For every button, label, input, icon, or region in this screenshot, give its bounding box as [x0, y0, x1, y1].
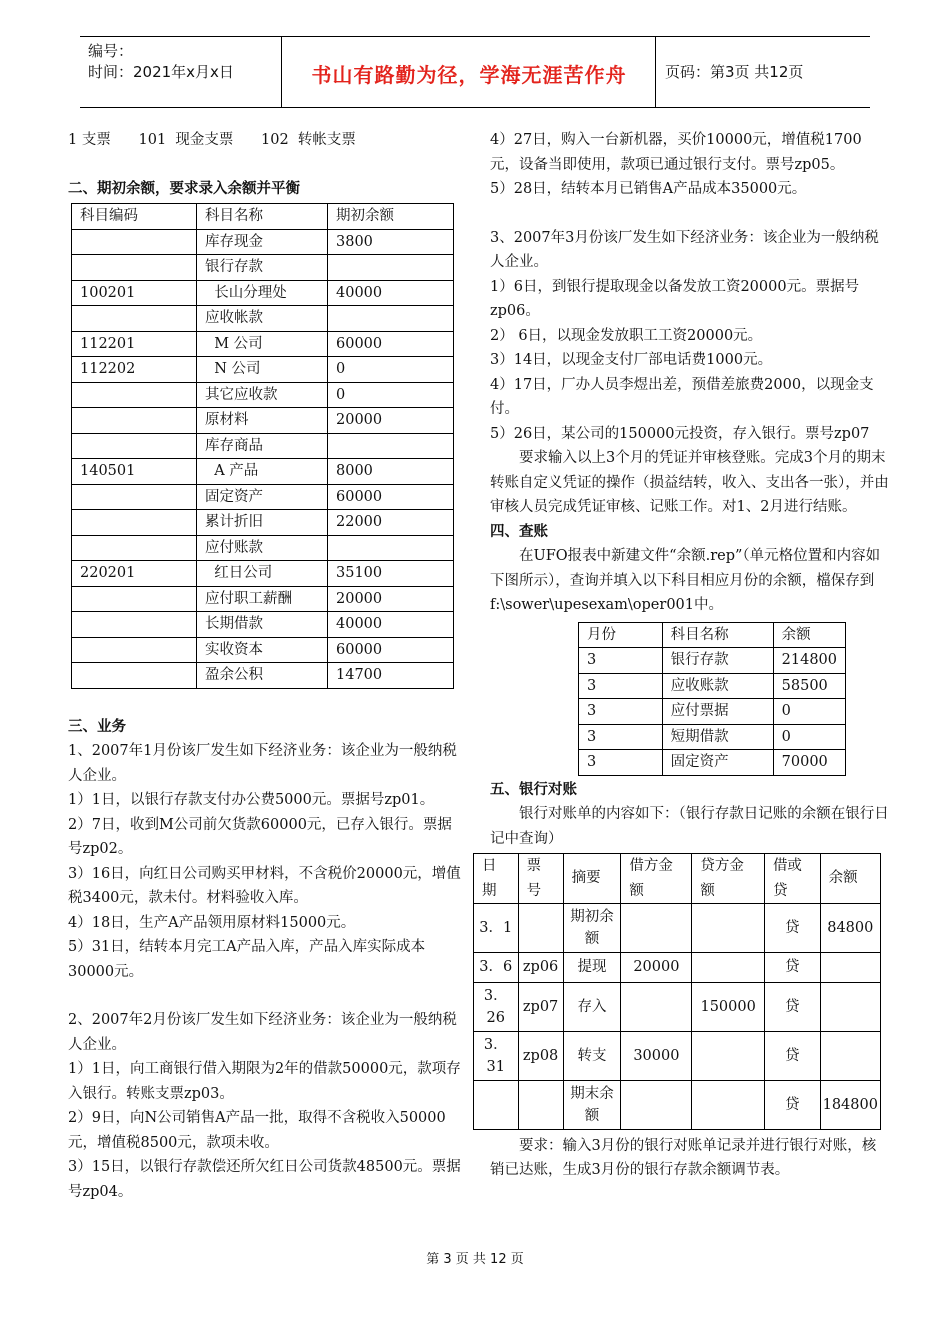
transaction-item: 5）31日，结转本月完工A产品入库，产品入库实际成本30000元。	[68, 939, 426, 980]
table-cell: 固定资产	[197, 484, 328, 510]
table-header-row	[474, 854, 881, 904]
table-row	[474, 953, 881, 983]
transaction-item: 5）28日，结转本月已销售A产品成本35000元。	[490, 181, 807, 197]
table-row	[72, 306, 454, 332]
transaction-item: 3）16日，向红日公司购买甲材料，不含税价20000元，增值税3400元，款未付。材料验收入库。	[68, 865, 461, 906]
table-row	[579, 648, 846, 674]
table-cell: 60000	[328, 331, 454, 357]
table-cell: 贷	[764, 982, 820, 1031]
column-header: 月份	[579, 622, 663, 648]
table-row	[72, 561, 454, 587]
table-cell	[72, 484, 197, 510]
opening-balance-table	[71, 203, 454, 689]
table-cell: 70000	[773, 750, 845, 776]
table-cell: 存入	[563, 982, 621, 1031]
header-meta	[88, 41, 234, 83]
table-cell	[328, 255, 454, 281]
table-cell: 应付账款	[197, 535, 328, 561]
transaction-item: 1）6日，到银行提取现金以备发放工资20000元。票据号zp06。	[490, 278, 860, 319]
table-cell	[72, 229, 197, 255]
table-cell: 140501	[72, 459, 197, 485]
table-cell: 长期借款	[197, 612, 328, 638]
section-4-text: 在UFO报表中新建文件“余额.rep”（单元格位置和内容如下图所示），查询并填入以下科目相应月份的余额，檔保存到f:\sower\upesexam\oper001中。	[490, 548, 881, 613]
table-cell: 0	[773, 724, 845, 750]
table-cell	[328, 306, 454, 332]
table-cell	[518, 1080, 563, 1129]
table-cell	[820, 982, 880, 1031]
table-cell	[621, 982, 692, 1031]
table-cell	[72, 408, 197, 434]
table-cell: 22000	[328, 510, 454, 536]
table-cell: N 公司	[197, 357, 328, 383]
table-cell: 3	[579, 673, 663, 699]
header-motto: 书山有路勤为径，学海无涯苦作舟	[311, 63, 627, 87]
table-cell	[621, 904, 692, 953]
table-cell: 112201	[72, 331, 197, 357]
column-header: 期初余额	[328, 204, 454, 230]
table-cell	[72, 586, 197, 612]
table-cell: 银行存款	[662, 648, 773, 674]
number-label: 编号：	[88, 42, 134, 60]
table-cell: 35100	[328, 561, 454, 587]
table-cell: 库存商品	[197, 433, 328, 459]
table-row	[72, 280, 454, 306]
jan-intro: 1、2007年1月份该厂发生如下经济业务：该企业为一般纳税人企业。	[68, 743, 457, 784]
table-cell: 14700	[328, 663, 454, 689]
table-row	[72, 331, 454, 357]
mar-transactions	[490, 275, 890, 447]
table-cell: 固定资产	[662, 750, 773, 776]
column-header: 余额	[773, 622, 845, 648]
table-cell: 150000	[692, 982, 765, 1031]
table-cell: A 产品	[197, 459, 328, 485]
table-row	[72, 433, 454, 459]
column-header: 摘要	[563, 854, 621, 904]
section-2-title: 二、期初余额，要求录入余额并平衡	[68, 180, 300, 197]
table-header-row	[72, 204, 454, 230]
table-cell: 8000	[328, 459, 454, 485]
table-cell: 3．1	[474, 904, 519, 953]
table-cell: 3．31	[474, 1031, 519, 1080]
table-cell: 长山分理处	[197, 280, 328, 306]
table-cell: 184800	[820, 1080, 880, 1129]
table-cell: 20000	[328, 586, 454, 612]
table-cell	[621, 1080, 692, 1129]
table-cell: 短期借款	[662, 724, 773, 750]
table-row	[72, 357, 454, 383]
table-cell	[692, 1031, 765, 1080]
table-row	[579, 699, 846, 725]
column-header: 票号	[518, 854, 563, 904]
jan-transactions	[68, 788, 463, 984]
table-cell	[72, 637, 197, 663]
transaction-item: 3）15日，以银行存款偿还所欠红日公司货款48500元。票据号zp04。	[68, 1159, 461, 1200]
table-cell	[72, 433, 197, 459]
table-row	[72, 408, 454, 434]
page-footer: 第 3 页 共 12 页	[426, 1252, 524, 1267]
table-cell	[72, 612, 197, 638]
table-cell: 3．26	[474, 982, 519, 1031]
requirement-text: 要求输入以上3个月的凭证并审核登账。完成3个月的期末转账自定义凭证的操作（损益结转，收入、支出各一张），并由审核人员完成凭证审核、记账工作。对1、2月进行结账。	[490, 450, 889, 515]
table-cell	[72, 382, 197, 408]
transaction-item: 4）18日，生产A产品领用原材料15000元。	[68, 914, 356, 931]
column-header: 科目编码	[72, 204, 197, 230]
table-cell: 实收资本	[197, 637, 328, 663]
header-page-number: 页码：第3页 共12页	[665, 63, 804, 81]
right-column	[479, 128, 890, 1183]
cheque-types: 1 支票 101 现金支票 102 转帐支票	[68, 132, 356, 148]
table-cell: 应付职工薪酬	[197, 586, 328, 612]
table-row	[474, 982, 881, 1031]
table-cell: 3	[579, 699, 663, 725]
table-cell	[328, 535, 454, 561]
time-label: 时间：2021年x月x日	[88, 63, 234, 81]
table-cell: zp08	[518, 1031, 563, 1080]
table-cell	[692, 1080, 765, 1129]
table-cell: 其它应收款	[197, 382, 328, 408]
table-cell: 库存现金	[197, 229, 328, 255]
table-row	[72, 637, 454, 663]
table-cell: 红日公司	[197, 561, 328, 587]
table-row	[72, 255, 454, 281]
table-cell: 0	[328, 382, 454, 408]
table-cell	[72, 510, 197, 536]
table-cell: 盈余公积	[197, 663, 328, 689]
table-cell: 40000	[328, 612, 454, 638]
query-balance-table	[578, 622, 846, 776]
section-3-title: 三、业务	[68, 718, 126, 735]
table-row	[72, 586, 454, 612]
table-cell: 贷	[764, 1080, 820, 1129]
table-cell: 期初余额	[563, 904, 621, 953]
table-cell: 贷	[764, 953, 820, 983]
table-cell: 100201	[72, 280, 197, 306]
table-cell: 40000	[328, 280, 454, 306]
column-header: 科目名称	[662, 622, 773, 648]
table-row	[579, 750, 846, 776]
table-cell: 20000	[621, 953, 692, 983]
table-cell	[692, 953, 765, 983]
table-cell: 应收帐款	[197, 306, 328, 332]
table-cell: 30000	[621, 1031, 692, 1080]
bank-statement-table	[473, 853, 881, 1130]
table-row	[72, 229, 454, 255]
table-cell: 60000	[328, 637, 454, 663]
table-cell	[474, 1080, 519, 1129]
table-cell	[820, 953, 880, 983]
feb-transactions-cont	[490, 128, 890, 202]
transaction-item: 2）7日，收到M公司前欠货款60000元，已存入银行。票据号zp02。	[68, 816, 452, 857]
transaction-item: 1）1日，向工商银行借入期限为2年的借款50000元，款项存入银行。转账支票zp03。	[68, 1061, 461, 1102]
feb-transactions	[68, 1057, 463, 1204]
table-cell: 3．6	[474, 953, 519, 983]
table-cell: 银行存款	[197, 255, 328, 281]
table-cell: 220201	[72, 561, 197, 587]
table-cell: 3	[579, 724, 663, 750]
table-cell: 转支	[563, 1031, 621, 1080]
transaction-item: 4）27日，购入一台新机器，买价10000元，增值税1700元，设备当即使用，款项已通过银行支付。票号zp05。	[490, 132, 862, 173]
table-cell: 60000	[328, 484, 454, 510]
left-column	[68, 128, 463, 1204]
header-divider	[281, 37, 282, 107]
table-cell	[328, 433, 454, 459]
table-cell	[72, 255, 197, 281]
column-header: 科目名称	[197, 204, 328, 230]
section-5-title: 五、银行对账	[490, 781, 577, 798]
table-cell: 3	[579, 750, 663, 776]
transaction-item: 5）26日，某公司的150000元投资，存入银行。票号zp07	[490, 425, 870, 442]
transaction-item: 2）9日，向N公司销售A产品一批，取得不含税收入50000元，增值税8500元，款项未收。	[68, 1110, 446, 1151]
table-row	[72, 510, 454, 536]
table-cell: 累计折旧	[197, 510, 328, 536]
table-row	[72, 535, 454, 561]
column-header: 借方金额	[621, 854, 692, 904]
table-row	[579, 724, 846, 750]
table-cell: 3	[579, 648, 663, 674]
table-row	[72, 484, 454, 510]
table-cell: zp06	[518, 953, 563, 983]
table-cell: 0	[773, 699, 845, 725]
section-5-text: 银行对账单的内容如下：（银行存款日记账的余额在银行日记中查询）	[490, 806, 889, 847]
table-cell	[518, 904, 563, 953]
table-cell	[72, 663, 197, 689]
table-header-row	[579, 622, 846, 648]
table-row	[72, 459, 454, 485]
table-row	[474, 1031, 881, 1080]
header-divider	[655, 37, 656, 107]
column-header: 贷方金额	[692, 854, 765, 904]
table-cell: 3800	[328, 229, 454, 255]
table-cell	[72, 306, 197, 332]
table-cell	[692, 904, 765, 953]
table-cell: 原材料	[197, 408, 328, 434]
column-header: 借或贷	[764, 854, 820, 904]
transaction-item: 4）17日，厂办人员李煜出差，预借差旅费2000，以现金支付。	[490, 376, 874, 417]
table-cell: 应付票据	[662, 699, 773, 725]
table-row	[72, 612, 454, 638]
table-row	[72, 382, 454, 408]
table-cell	[72, 535, 197, 561]
table-cell	[820, 1031, 880, 1080]
table-cell: 214800	[773, 648, 845, 674]
section-4-title: 四、查账	[490, 523, 548, 540]
table-cell: 112202	[72, 357, 197, 383]
table-cell: 0	[328, 357, 454, 383]
mar-intro: 3、2007年3月份该厂发生如下经济业务：该企业为一般纳税人企业。	[490, 229, 879, 270]
column-header: 余额	[820, 854, 880, 904]
final-requirement: 要求：输入3月份的银行对账单记录并进行银行对账，核销已达账，生成3月份的银行存款余额调节表。	[490, 1137, 877, 1178]
feb-intro: 2、2007年2月份该厂发生如下经济业务：该企业为一般纳税人企业。	[68, 1012, 457, 1053]
page-header	[80, 36, 870, 108]
table-cell: 贷	[764, 1031, 820, 1080]
table-cell: 20000	[328, 408, 454, 434]
transaction-item: 1）1日，以银行存款支付办公费5000元。票据号zp01。	[68, 792, 435, 808]
table-cell: 贷	[764, 904, 820, 953]
table-cell: 提现	[563, 953, 621, 983]
table-cell: zp07	[518, 982, 563, 1031]
table-row	[72, 663, 454, 689]
table-row	[474, 1080, 881, 1129]
transaction-item: 2） 6日，以现金发放职工工资20000元。	[490, 327, 763, 344]
table-cell: 应收账款	[662, 673, 773, 699]
transaction-item: 3）14日，以现金支付厂部电话费1000元。	[490, 352, 773, 368]
table-cell: 84800	[820, 904, 880, 953]
column-header: 日期	[474, 854, 519, 904]
table-cell: 期末余额	[563, 1080, 621, 1129]
table-cell: M 公司	[197, 331, 328, 357]
table-row	[579, 673, 846, 699]
table-row	[474, 904, 881, 953]
table-cell: 58500	[773, 673, 845, 699]
